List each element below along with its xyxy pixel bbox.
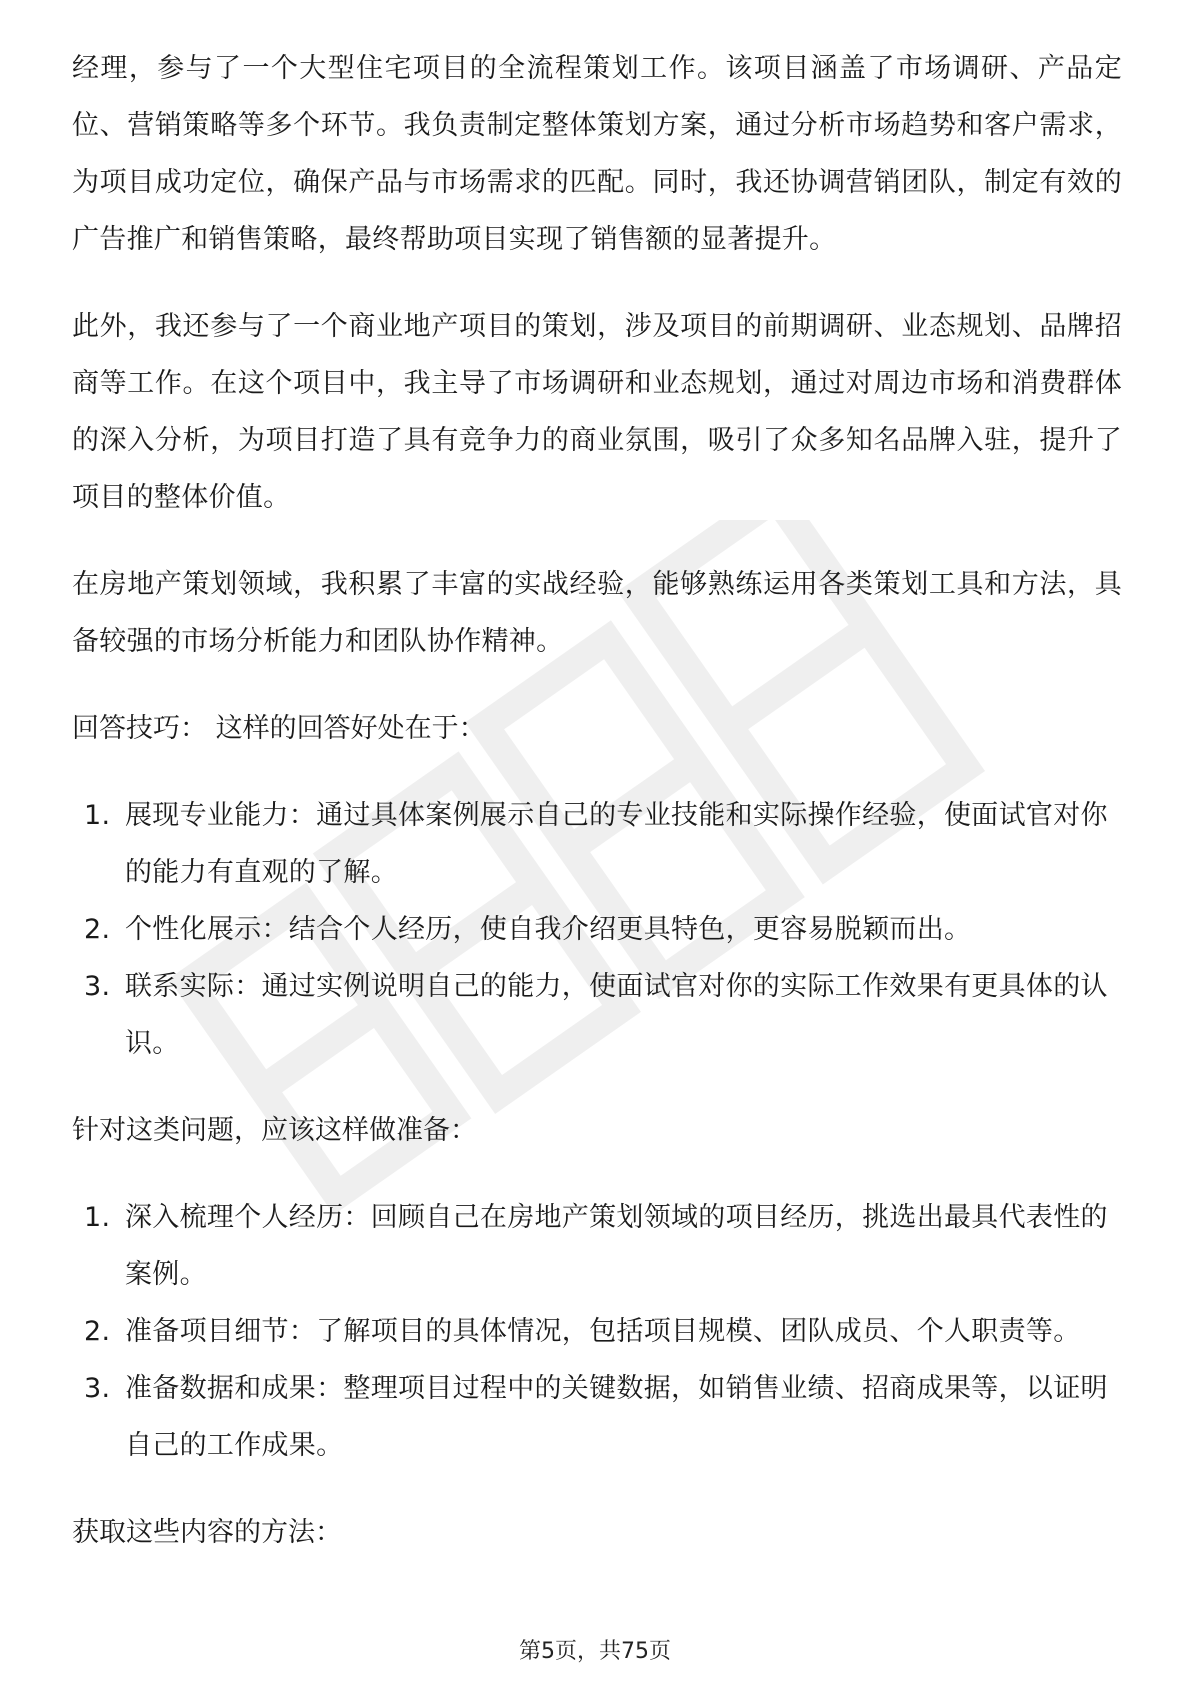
- list-text: 准备项目细节：了解项目的具体情况，包括项目规模、团队成员、个人职责等。: [125, 1316, 1081, 1347]
- closing-heading: 获取这些内容的方法：: [72, 1517, 342, 1548]
- list-text: 准备数据和成果：整理项目过程中的关键数据，如销售业绩、招商成果等，以证明自己的工作成果。: [125, 1373, 1108, 1461]
- tips-list: [72, 787, 1122, 1072]
- list-item: [72, 958, 1122, 1072]
- list-item: [72, 901, 1122, 958]
- list-text: 深入梳理个人经历：回顾自己在房地产策划领域的项目经历，挑选出最具代表性的案例。: [125, 1202, 1108, 1290]
- tips-heading: 回答技巧： 这样的回答好处在于：: [72, 713, 486, 744]
- list-text: 个性化展示：结合个人经历，使自我介绍更具特色，更容易脱颖而出。: [125, 914, 972, 945]
- page-number-footer: 第5页，共75页: [519, 1639, 671, 1664]
- paragraph-2: 此外，我还参与了一个商业地产项目的策划，涉及项目的前期调研、业态规划、品牌招商等工作。在这个项目中，我主导了市场调研和业态规划，通过对周边市场和消费群体的深入分析，为项目打造了具有竞争力的商业氛围，吸引了众多知名品牌入驻，提升了项目的整体价值。: [72, 311, 1122, 513]
- paragraph-3: 在房地产策划领域，我积累了丰富的实战经验，能够熟练运用各类策划工具和方法，具备较强的市场分析能力和团队协作精神。: [72, 569, 1122, 657]
- list-number: 2.: [84, 914, 111, 945]
- list-number: 3.: [84, 1373, 111, 1404]
- list-number: 3.: [84, 971, 111, 1002]
- prep-heading: 针对这类问题，应该这样做准备：: [72, 1115, 477, 1146]
- list-item: [72, 787, 1122, 901]
- list-item: [72, 1360, 1122, 1474]
- paragraph-1: 经理，参与了一个大型住宅项目的全流程策划工作。该项目涵盖了市场调研、产品定位、营销策略等多个环节。我负责制定整体策划方案，通过分析市场趋势和客户需求，为项目成功定位，确保产品与市场需求的匹配。同时，我还协调营销团队，制定有效的广告推广和销售策略，最终帮助项目实现了销售额的显著提升。: [72, 53, 1122, 255]
- list-text: 展现专业能力：通过具体案例展示自己的专业技能和实际操作经验，使面试官对你的能力有直观的了解。: [125, 800, 1108, 888]
- list-number: 1.: [84, 800, 111, 831]
- document-body: [72, 40, 1122, 1591]
- prep-list: [72, 1189, 1122, 1474]
- list-number: 2.: [84, 1316, 111, 1347]
- list-item: [72, 1303, 1122, 1360]
- list-text: 联系实际：通过实例说明自己的能力，使面试官对你的实际工作效果有更具体的认识。: [125, 971, 1108, 1059]
- list-item: [72, 1189, 1122, 1303]
- list-number: 1.: [84, 1202, 111, 1233]
